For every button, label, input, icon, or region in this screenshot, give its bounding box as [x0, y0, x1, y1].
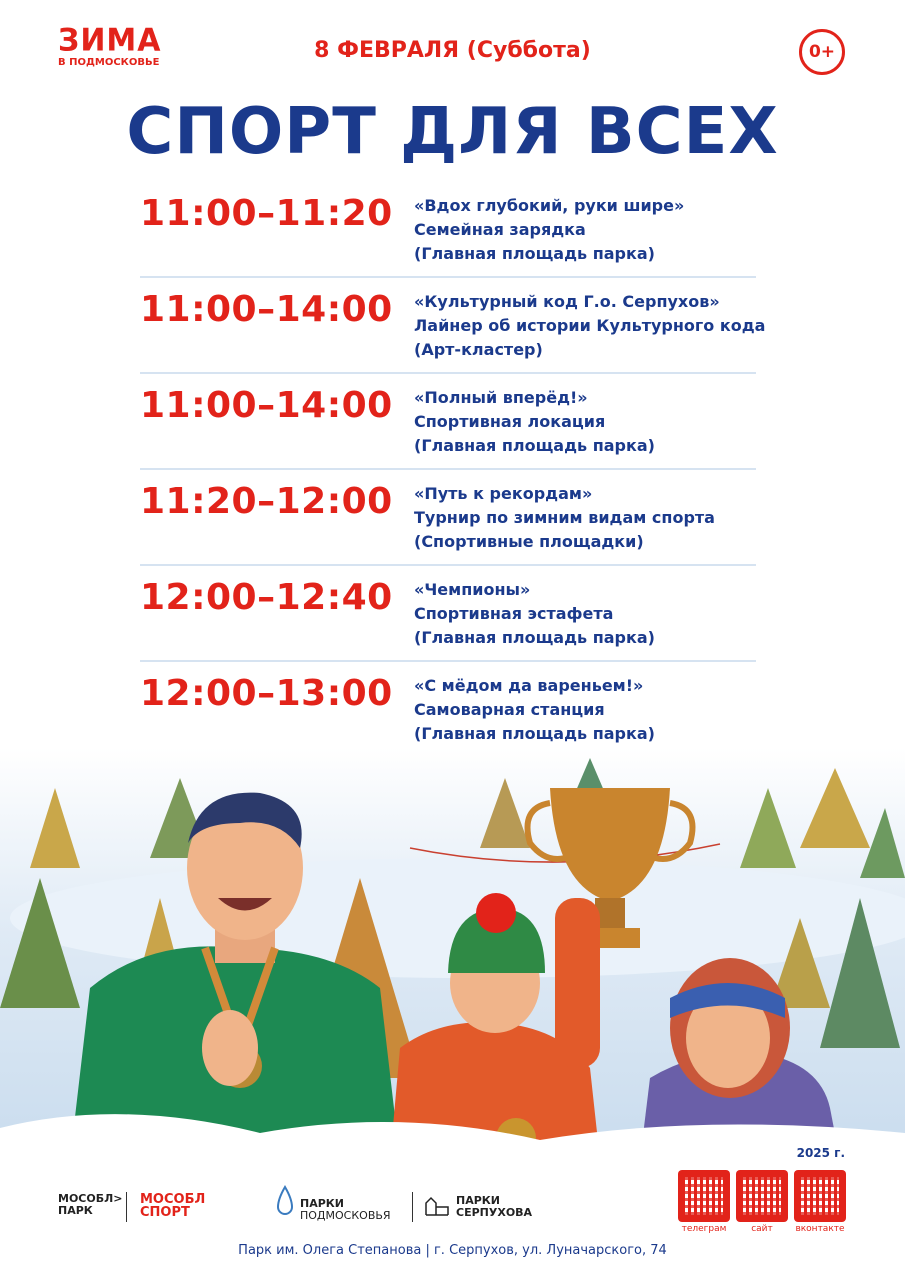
schedule-time: 11:00–14:00: [140, 289, 393, 330]
schedule-info: [414, 674, 759, 746]
mosobl-sport-line1: МОСОБЛ: [140, 1192, 206, 1207]
logo-divider: [126, 1192, 127, 1222]
schedule-time: 11:20–12:00: [140, 481, 393, 522]
schedule-info: [414, 482, 759, 554]
schedule-row: [140, 374, 756, 470]
event-place: (Главная площадь парка): [414, 244, 655, 263]
schedule-row: [140, 182, 756, 278]
event-place: (Главная площадь парка): [414, 436, 655, 455]
zima-logo-main: ЗИМА: [58, 22, 162, 59]
event-description: Самоварная станция: [414, 700, 605, 719]
qr-code-icon: [736, 1170, 788, 1222]
schedule-info: [414, 194, 759, 266]
schedule-info: [414, 290, 766, 362]
event-date: 8 ФЕВРАЛЯ (Суббота): [314, 38, 591, 63]
parks-serp-line1: ПАРКИ: [456, 1194, 500, 1207]
parks-serp-line2: СЕРПУХОВА: [456, 1206, 533, 1219]
event-name: «С мёдом да вареньем!»: [414, 676, 644, 695]
event-description: Спортивная локация: [414, 412, 606, 431]
schedule-info: [414, 386, 759, 458]
event-description: Спортивная эстафета: [414, 604, 614, 623]
event-name: «Вдох глубокий, руки шире»: [414, 196, 685, 215]
qr-telegram[interactable]: [678, 1170, 730, 1234]
parks-mo-line1: ПАРКИ: [300, 1197, 344, 1210]
event-place: (Арт-кластер): [414, 340, 543, 359]
mosobl-sport-line2: СПОРТ: [140, 1205, 190, 1220]
schedule-info: [414, 578, 759, 650]
event-place: (Главная площадь парка): [414, 628, 655, 647]
parks-mo-line2: ПОДМОСКОВЬЯ: [300, 1209, 391, 1222]
schedule-time: 12:00–12:40: [140, 577, 393, 618]
event-name: «Чемпионы»: [414, 580, 531, 599]
mosobl-sport-logo: [140, 1193, 205, 1219]
schedule-row: [140, 662, 756, 758]
qr-label: вконтакте: [795, 1224, 845, 1234]
qr-label: телеграм: [681, 1224, 727, 1234]
event-name: «Культурный код Г.о. Серпухов»: [414, 292, 720, 311]
schedule-row: [140, 470, 756, 566]
qr-code-icon: [678, 1170, 730, 1222]
schedule-row: [140, 278, 766, 374]
schedule-time: 11:00–11:20: [140, 193, 393, 234]
qr-label: сайт: [751, 1224, 773, 1234]
event-description: Лайнер об истории Культурного кода: [414, 316, 766, 335]
mosobl-park-line2: ПАРК: [58, 1204, 93, 1217]
page-title: СПОРТ ДЛЯ ВСЕХ: [126, 95, 779, 169]
event-place: (Главная площадь парка): [414, 724, 655, 743]
qr-vkontakte[interactable]: [794, 1170, 846, 1234]
logo-divider: [412, 1192, 413, 1222]
schedule-row: [140, 566, 756, 662]
castle-icon: [424, 1195, 450, 1217]
schedule-time: 11:00–14:00: [140, 385, 393, 426]
address: Парк им. Олега Степанова | г. Серпухов, ул. Луначарского, 74: [238, 1243, 667, 1258]
event-description: Семейная зарядка: [414, 220, 586, 239]
qr-website[interactable]: [736, 1170, 788, 1234]
mosobl-park-line1: МОСОБЛ: [58, 1192, 114, 1205]
zima-logo-sub: В ПОДМОСКОВЬЕ: [58, 57, 160, 68]
schedule: [140, 182, 766, 758]
event-name: «Полный вперёд!»: [414, 388, 588, 407]
winter-sports-illustration: [0, 748, 905, 1160]
schedule-time: 12:00–13:00: [140, 673, 393, 714]
mosobl-park-logo: МОСОБЛ> ПАРК: [58, 1192, 123, 1217]
year-label: 2025 г.: [796, 1146, 845, 1160]
event-place: (Спортивные площадки): [414, 532, 644, 551]
event-description: Турнир по зимним видам спорта: [414, 508, 715, 527]
drop-icon: [276, 1185, 294, 1219]
event-name: «Путь к рекордам»: [414, 484, 593, 503]
age-rating-badge: 0+: [799, 29, 845, 75]
qr-code-icon: [794, 1170, 846, 1222]
